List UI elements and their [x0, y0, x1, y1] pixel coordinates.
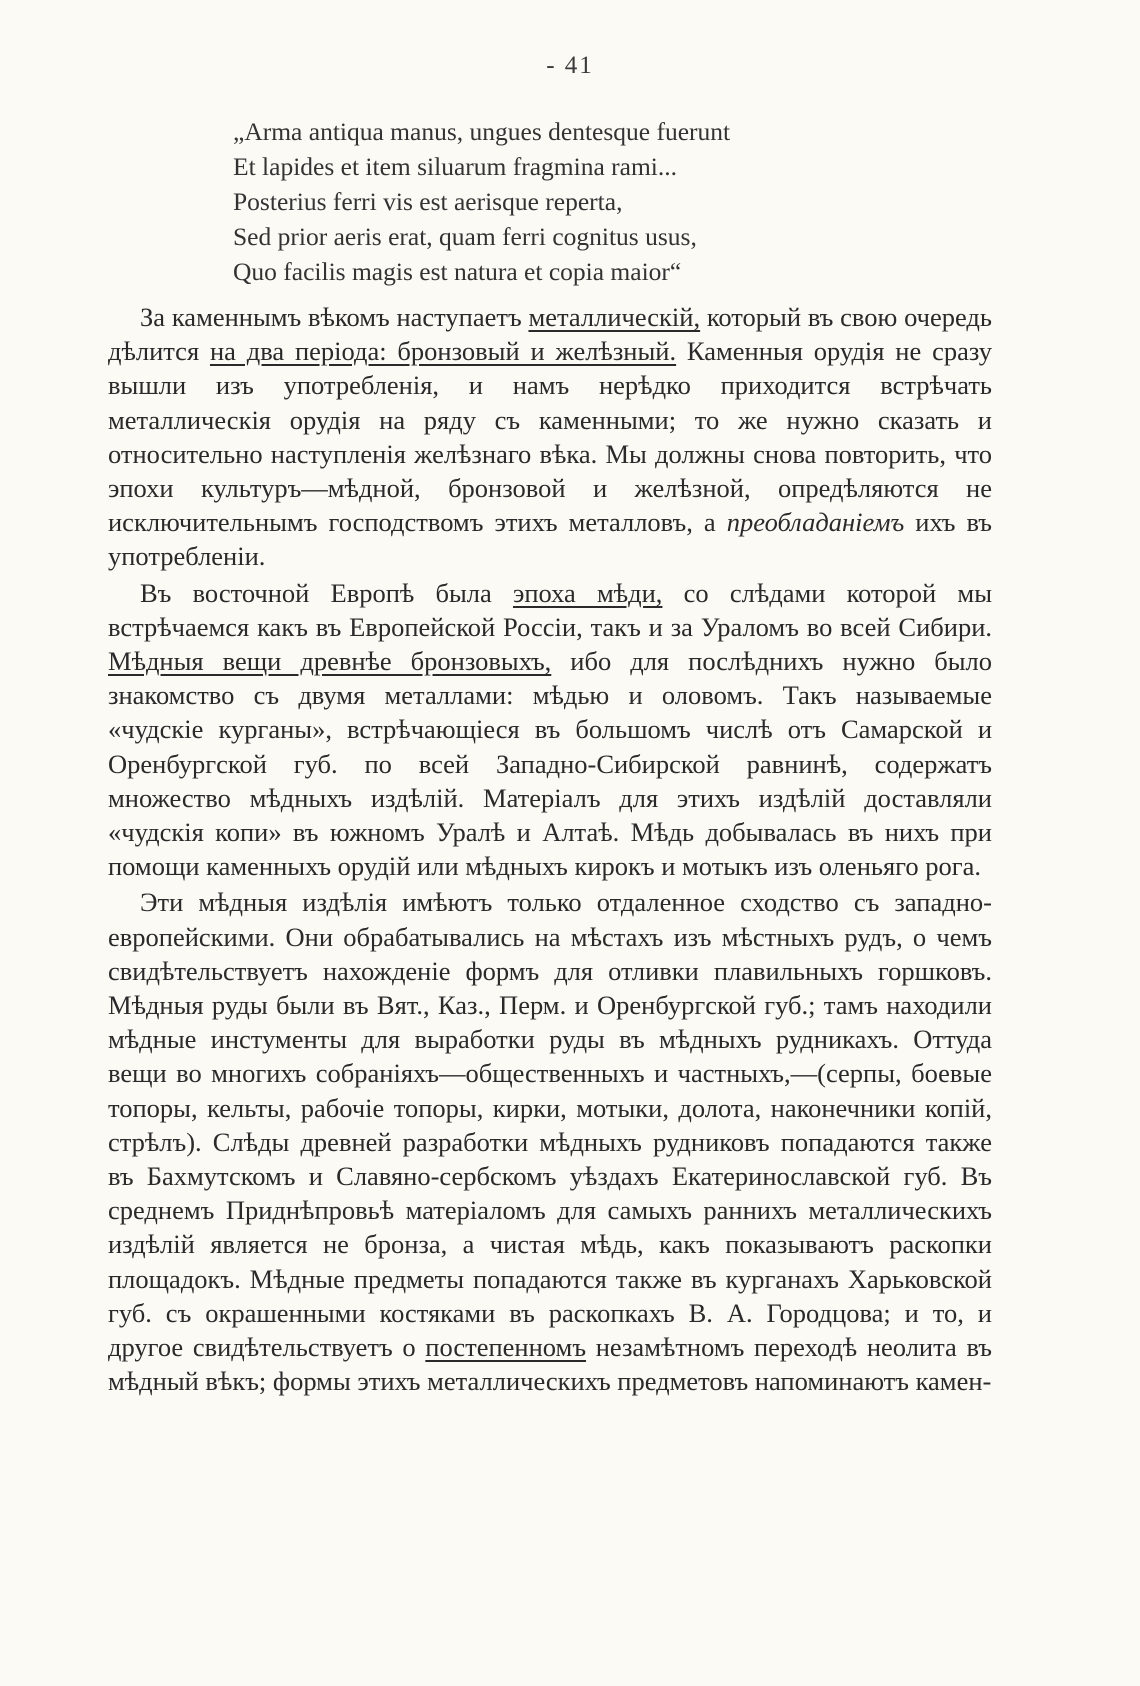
paragraph-copper-epoch: [108, 576, 992, 884]
underlined-text: Мѣдныя вещи древнѣе бронзовыхъ,: [108, 646, 552, 677]
main-text: [108, 300, 992, 1401]
verse-line: Quo facilis magis est natura et copia maior“: [233, 257, 682, 286]
verse-line: Sed prior aeris erat, quam ferri cognitus usus,: [233, 222, 697, 251]
underlined-text: на два періода: бронзовый и желѣзный.: [209, 336, 677, 367]
text-run: Въ восточной Европѣ была: [140, 577, 513, 608]
text-run: За каменнымъ вѣкомъ наступаетъ: [140, 302, 529, 332]
underlined-text: эпоха мѣди,: [512, 577, 663, 608]
text-run: который въ свою очередь дѣлится: [108, 302, 992, 367]
text-run: незамѣтномъ переходѣ неолита въ мѣдный вѣкъ; формы этихъ металлическихъ предметовъ напоминаютъ камен-: [108, 1332, 992, 1397]
paragraph-metal-age: [108, 300, 992, 574]
verse-line: Et lapides et item siluarum fragmina rami...: [233, 152, 677, 181]
text-run: со слѣдами которой мы встрѣчаемся какъ въ Европейской Россіи, такъ и за Ураломъ во всей Сибири.: [108, 577, 992, 642]
page-number: - 41: [546, 52, 594, 79]
latin-verse-quote: [233, 114, 953, 289]
text-run: Эти мѣдныя издѣлія имѣютъ только отдаленное сходство съ западно-европейскими. Они обрабатывались на мѣстахъ изъ мѣстныхъ рудъ, о чемъ свидѣтельствуетъ нахожденіе формъ для отливки плавильныхъ горшковъ. Мѣдныя руды были въ Вят., Каз., Перм. и Оренбургской губ.; тамъ находили мѣдные инстументы для выработки руды въ мѣдныхъ рудникахъ. Оттуда вещи во многихъ собраніяхъ—общественныхъ и частныхъ,—(серпы, боевые топоры, кельты, рабочіе топоры, кирки, мотыки, долота, наконечники копій, стрѣлъ). Слѣды древней разработки мѣдныхъ рудниковъ попадаются также въ Бахмутскомъ и Славяно-сербскомъ уѣздахъ Екатеринославской губ. Въ среднемъ Приднѣпровьѣ матеріаломъ для самыхъ раннихъ металлическихъ издѣлій является не бронза, а чистая мѣдь, какъ показываютъ раскопки площадокъ. Мѣдные предметы попадаются также въ курганахъ Харьковской губ. съ окрашенными костяками въ раскопкахъ В. А. Городцова; и то, и другое свидѣтельствуетъ о: [108, 887, 992, 1363]
text-run: ихъ въ употребленіи.: [108, 507, 992, 572]
verse-line: „Arma antiqua manus, ungues dentesque fuerunt: [233, 117, 731, 146]
italic-text: преобладаніемъ: [726, 507, 905, 538]
text-run: Каменныя орудія не сразу вышли изъ употребленія, и намъ нерѣдко приходится встрѣчать металлическія орудія на ряду съ каменными; то же нужно сказать и относительно наступленія желѣзнаго вѣка. Мы должны снова повторить, что эпохи культуръ—мѣдной, бронзовой и желѣзной, опредѣляются не исключительнымъ господствомъ этихъ металловъ, а: [108, 336, 993, 538]
verse-line: Posterius ferri vis est aerisque reperta,: [233, 187, 623, 216]
paragraph-copper-artifacts: [108, 885, 992, 1398]
text-run: ибо для послѣднихъ нужно было знакомство съ двумя металлами: мѣдью и оловомъ. Такъ называемые «чудскіе курганы», встрѣчающіеся въ большомъ числѣ отъ Самарской и Оренбургской губ. по всей Западно-Сибирской равнинѣ, содержатъ множество мѣдныхъ издѣлій. Матеріалъ для этихъ издѣлій доставляли «чудскія копи» въ южномъ Уралѣ и Алтаѣ. Мѣдь добывалась въ нихъ при помощи каменныхъ орудій или мѣдныхъ кирокъ и мотыкъ изъ оленьяго рога.: [108, 646, 992, 882]
underlined-text: постепенномъ: [425, 1332, 587, 1363]
underlined-text: металлическій,: [528, 302, 701, 332]
